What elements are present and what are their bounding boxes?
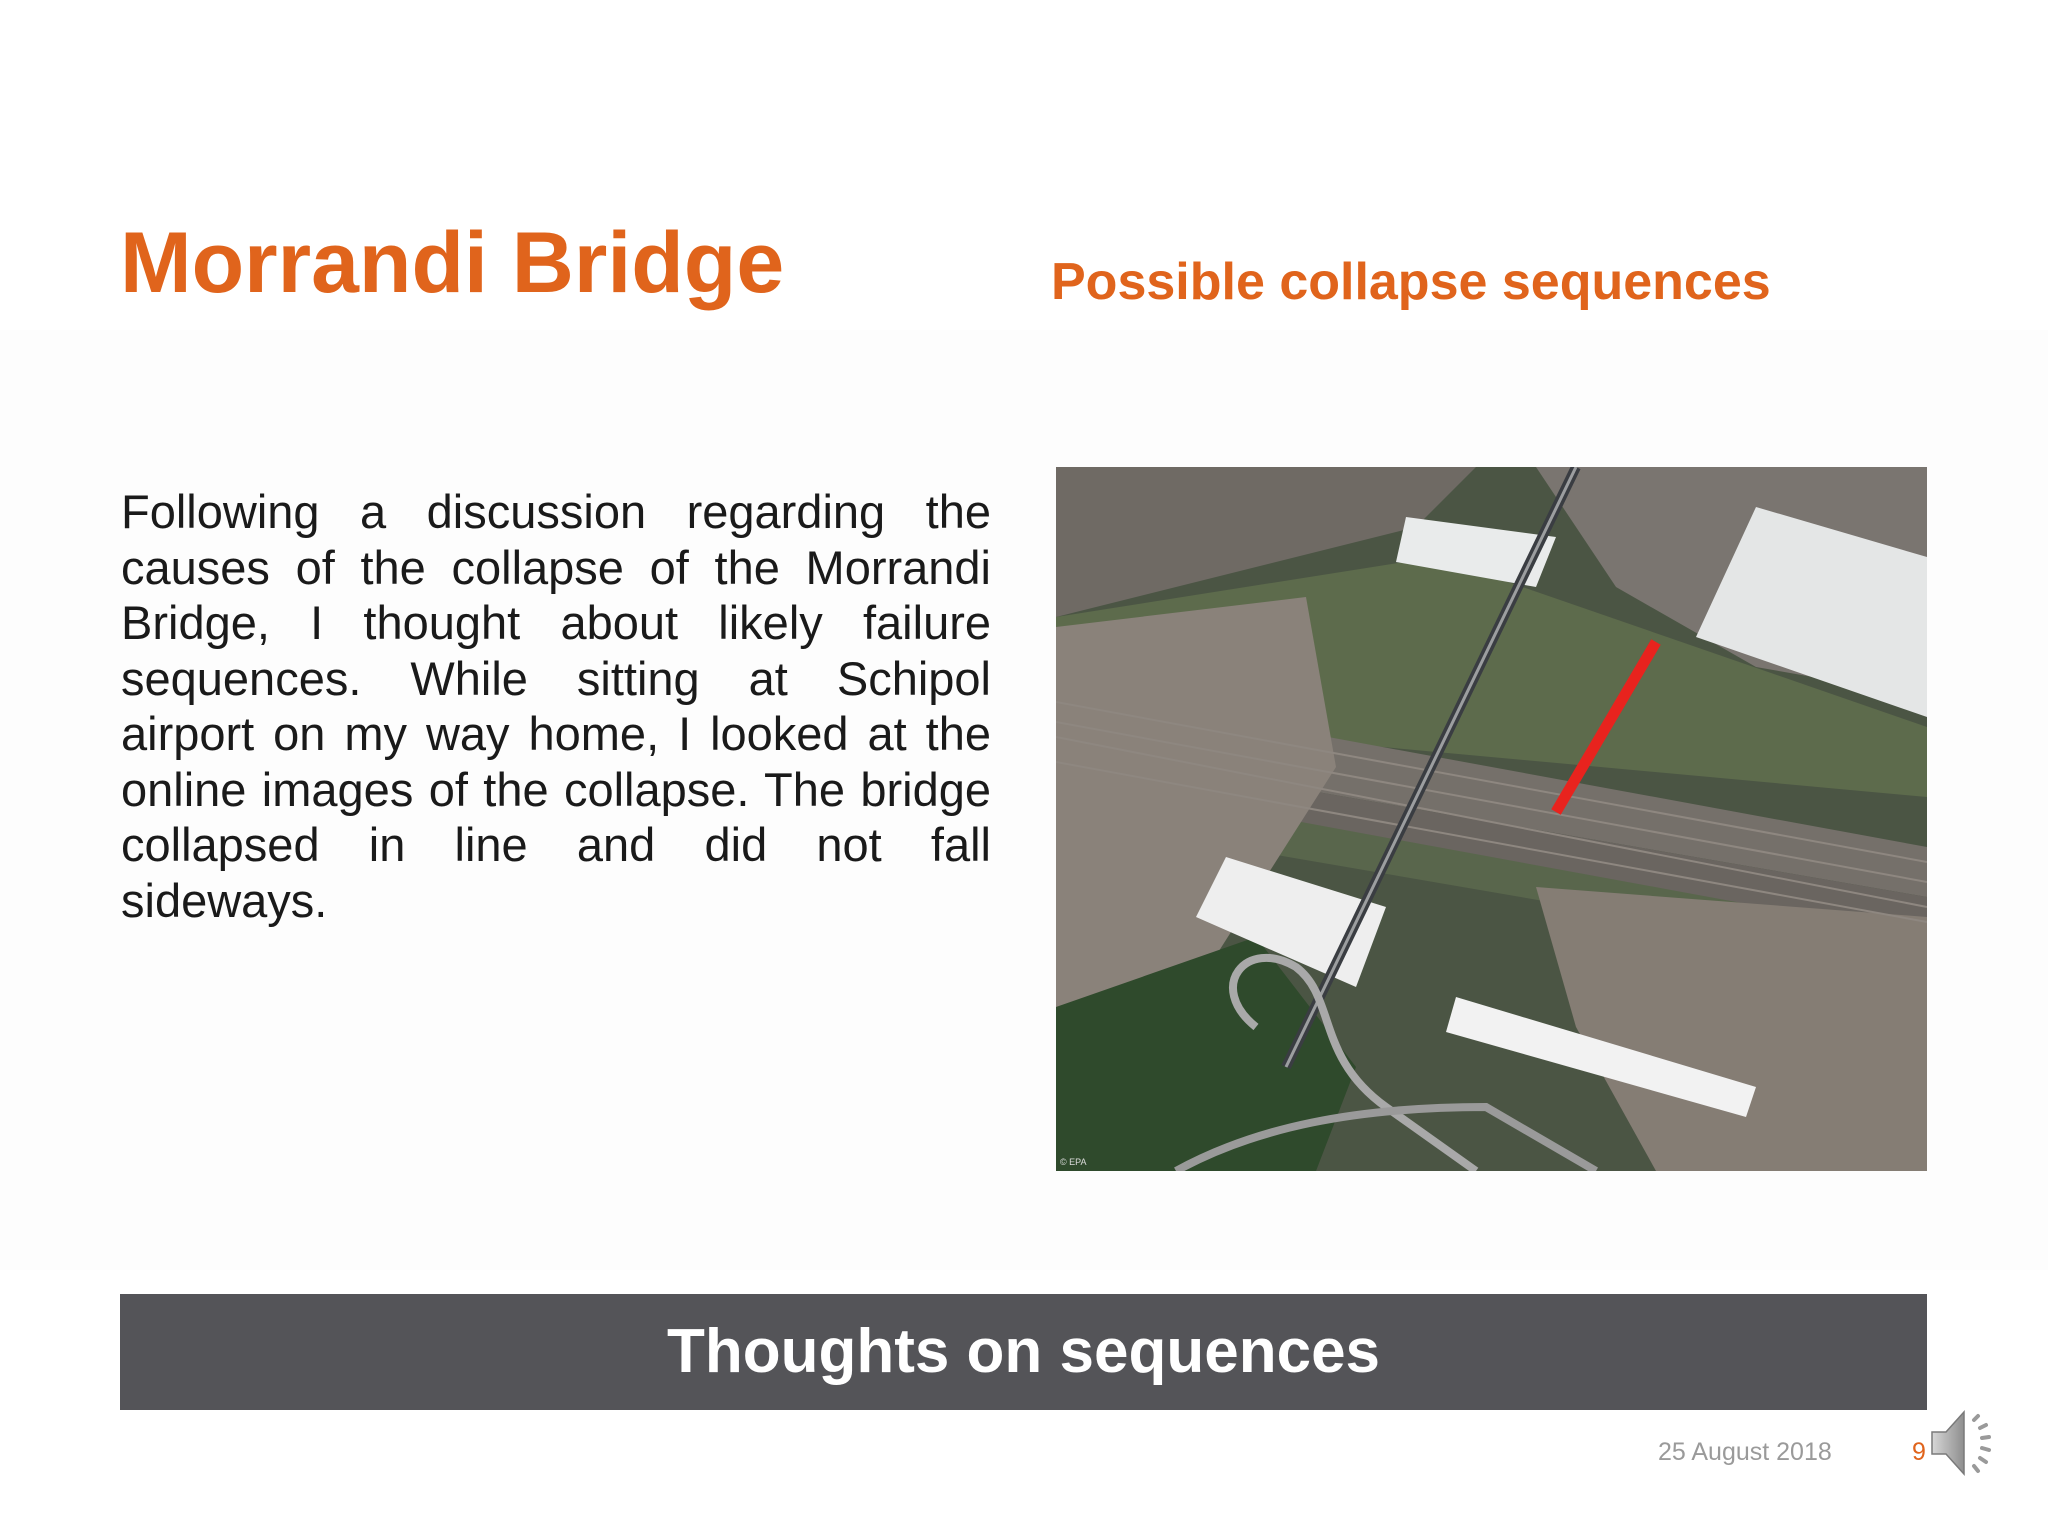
speaker-icon[interactable]	[1928, 1400, 2000, 1486]
page-number: 9	[1912, 1438, 1926, 1466]
banner-text: Thoughts on sequences	[666, 1317, 1381, 1386]
footer-date: 25 August 2018	[1658, 1438, 1832, 1466]
photo-credit: © EPA	[1060, 1157, 1087, 1167]
aerial-photo	[1056, 467, 1927, 1171]
body-paragraph: Following a discussion regarding the causes of the collapse of the Morrandi Bridge, I thought about likely failure sequences. While sitting at Schipol airport on my way home, I looked at the online images of the collapse. The bridge collapsed in line and did not fall sideways.	[121, 485, 991, 927]
slide-title: Morrandi Bridge	[120, 215, 785, 311]
section-banner	[120, 1294, 1927, 1410]
aerial-photo-graphic	[1056, 467, 1927, 1171]
slide-subtitle: Possible collapse sequences	[1051, 253, 1771, 311]
